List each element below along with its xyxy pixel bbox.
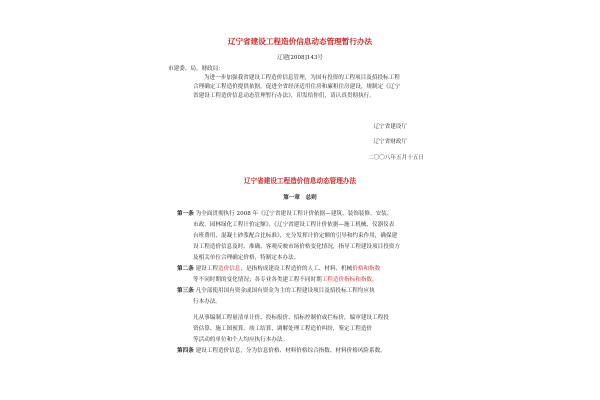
recipients: 市建委、局，财政局：	[168, 66, 224, 72]
article-text: 建设工程	[195, 266, 218, 272]
notice-date: 二〇〇八年五月十五日	[368, 155, 424, 161]
article-text: 建设工程造价信息，分为信息价格、材料价格综合指数、材料价格风险系数。	[195, 348, 386, 354]
article-label: 第四条	[177, 348, 194, 354]
notice-title: 辽宁省建设工程造价信息动态管理暂行办法	[227, 37, 373, 46]
paragraph-line: 等活动的单位和个人均应执行本办法。	[193, 337, 289, 343]
paragraph-line: 凡从事编制工程量清单计价、投标报价、招标控制价或拦标价，编审建设工程投	[193, 315, 389, 321]
article-2-line	[177, 266, 380, 273]
signer-construction-dept: 辽宁省建设厅	[373, 124, 407, 130]
highlight-text: 造价信息	[217, 266, 241, 272]
article-text: ，是指构成建设工程造价的人工、材料、机械	[240, 266, 353, 272]
article-text: 凡全部使用国有资金或国有资金为主的工程建设项目及招投标工程均应执	[195, 288, 375, 294]
regulation-title: 辽宁省建设工程造价信息动态管理办法	[243, 177, 357, 185]
article-1-line: 台班费用、混凝土砂浆配合比标准》，充分发挥计价定额的引导和约束作用，确保建	[193, 233, 398, 239]
highlight-text: 工程造价指标和指数	[321, 277, 373, 283]
article-text: 为全面贯彻执行 2008 年《辽宁省建设工程计价依据—建筑、装饰装修、安装、	[195, 211, 393, 217]
highlight-text: 价格和指数	[352, 266, 381, 272]
paragraph-line: 资估算、施工图预算、竣工结算，调解处理工程造价纠纷，鉴定工程造价	[193, 326, 373, 332]
article-1-line	[177, 211, 392, 218]
notice-body-line: 为进一步加强我省建设工程造价信息管理，为国有投资的工程项目及招投标工程	[204, 75, 400, 81]
article-2-line	[193, 277, 378, 284]
article-3-line: 行本办法。	[193, 299, 221, 305]
document-number: 辽建[2008]143号	[276, 55, 324, 61]
article-label: 第一条	[177, 211, 194, 217]
chapter-heading: 第一章 总则	[283, 195, 317, 201]
article-label: 第二条	[177, 266, 194, 272]
article-text: 等不同时期的变化情况；各专业各类建工程不同时期	[193, 277, 322, 283]
article-4-line	[177, 348, 386, 355]
article-1-line: 市政、园林绿化工程计价定额》、《辽宁省建设工程计价依据—施工机械、仪器仪表	[193, 222, 395, 228]
article-text: 。	[372, 277, 378, 283]
notice-body-line: 合理确定工程造价提供依据，促进全省经济适用住房和廉租住房建设，规制定《辽宁	[193, 84, 400, 90]
article-1-line: 及相关单位合理确定价格，特制定本办法。	[193, 255, 300, 261]
article-3-line	[177, 288, 375, 295]
signer-finance-dept: 辽宁省财政厅	[373, 139, 407, 145]
notice-body-line: 省建设工程造价信息动态管理暂行办法》，印发给你们，请认真贯彻执行。	[193, 93, 375, 99]
article-label: 第三条	[177, 288, 194, 294]
article-1-line: 设工程造价信息及时、准确、客观反映市场价格变化情况，指导工程建设项目投资方	[193, 244, 400, 250]
